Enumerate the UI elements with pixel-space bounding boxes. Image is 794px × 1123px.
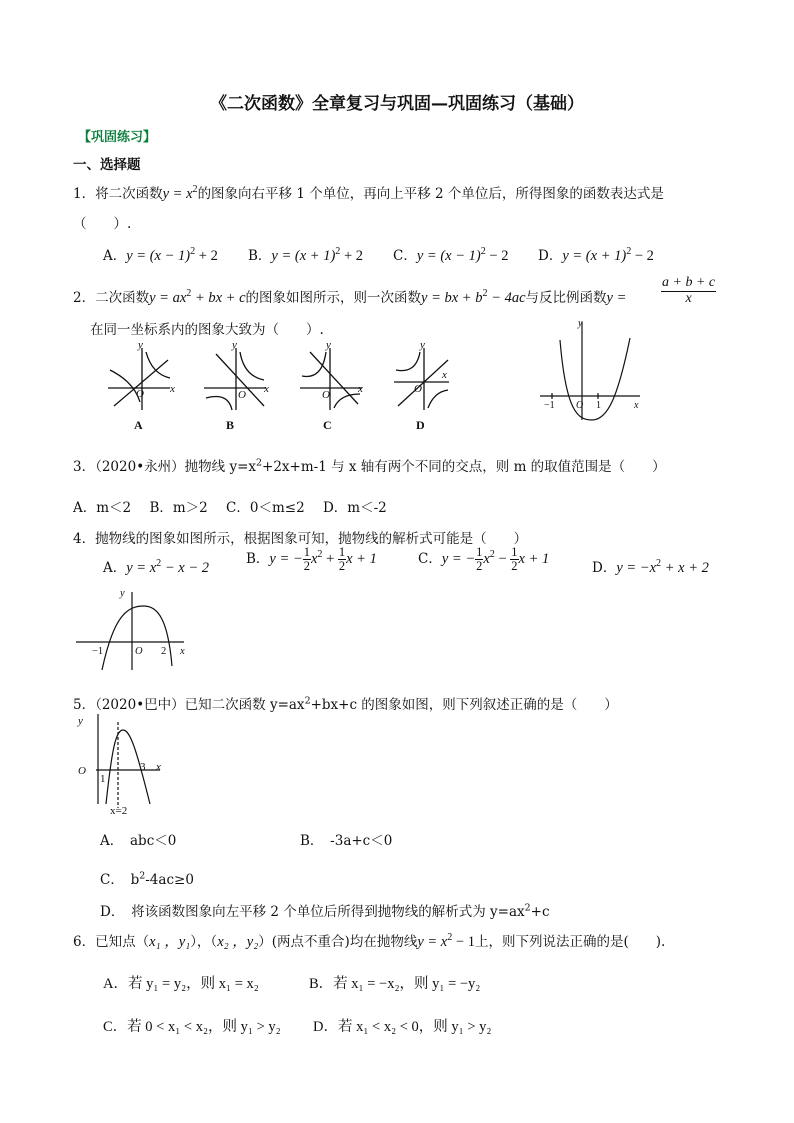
q2-parabola-figure (536, 316, 646, 424)
svg-text:O: O (238, 389, 246, 401)
q4-option-d[interactable]: D．$y = -x^2 + x + 2$ (592, 558, 709, 576)
q6-option-a[interactable]: A．若 y₁ = y₂，则 x₁ = x₂ (103, 976, 259, 992)
svg-text:O: O (78, 765, 86, 777)
q1-option-c[interactable]: C．$y = (x - 1)^2 - 2$ (393, 246, 509, 264)
q5-parabola-figure (74, 708, 164, 816)
svg-text:x=2: x=2 (110, 805, 128, 816)
svg-text:x: x (170, 383, 175, 395)
q6-option-b[interactable]: B．若 x₁ = −x₂，则 y₁ = −y₂ (309, 976, 481, 992)
svg-text:x: x (634, 400, 639, 411)
svg-text:−1: −1 (544, 400, 555, 411)
q5-stem: 5．（2020•巴中）已知二次函数 $y=ax^2+bx+c$ 的图象如图，则下列叙述正确的是（ ） (73, 695, 618, 713)
svg-text:x: x (264, 383, 269, 395)
q1-option-a[interactable]: A．$y = (x - 1)^2 + 2$ (103, 246, 218, 264)
graph-label-a: A (134, 418, 143, 432)
q2-stem: 2．二次函数$y = ax^2$ + bx + c的图象如图所示，则一次函数y = bx + $b^2 - 4ac$与反比例函数y = (73, 288, 627, 306)
q1-stem: 1．将二次函数$y = x^2$的图象向右平移 1 个单位，再向上平移 2 个单位后，所得图象的函数表达式是 (73, 184, 664, 202)
q2-option-graphs (104, 340, 449, 435)
svg-text:−1: −1 (92, 646, 104, 657)
svg-text:3: 3 (140, 761, 146, 773)
q4-option-a[interactable]: A．$y = x^2 - x - 2$ (103, 558, 209, 576)
svg-text:O: O (135, 646, 143, 657)
svg-text:x: x (156, 761, 161, 773)
q4-option-c[interactable]: C．y = − $\frac{1}{2}$ $x^2$ − $\frac{1}{2}$ x + 1 (418, 545, 550, 574)
q6-option-c[interactable]: C．若 0 < x₁ < x₂，则 y₁ > y₂ (103, 1019, 281, 1035)
graph-label-b: B (226, 418, 235, 432)
svg-text:1: 1 (596, 400, 601, 411)
graph-label-c: C (323, 418, 332, 432)
q6-option-d[interactable]: D．若 x₁ < x₂ < 0，则 y₁ > y₂ (313, 1019, 492, 1035)
svg-text:x: x (442, 369, 447, 381)
q3-stem: 3．（2020•永州）抛物线 $y=x^2+2x+m-1$ 与 x 轴有两个不同的交点，则 m 的取值范围是（ ） (73, 457, 666, 475)
svg-text:1: 1 (100, 773, 106, 785)
q5-option-a[interactable]: A． abc＜0 (100, 833, 177, 849)
q2-inverse-fraction: $\frac{a + b + c}{x}$ (662, 275, 716, 306)
svg-text:y: y (578, 318, 583, 329)
svg-text:2: 2 (161, 646, 167, 657)
q5-option-b[interactable]: B． -3a+c＜0 (300, 833, 393, 849)
q5-option-d[interactable]: D． 将该函数图象向左平移 2 个单位后所得到抛物线的解析式为 $y=ax^2+c$ (100, 902, 550, 920)
part-heading: 一、选择题 (73, 157, 141, 173)
q4-stem: 4．抛物线的图象如图所示，根据图象可知，抛物线的解析式可能是（ ） (73, 531, 528, 547)
svg-text:y: y (420, 340, 425, 351)
q4-option-b[interactable]: B．y = − $\frac{1}{2}$ $x^2$ + $\frac{1}{2}$ x + 1 (246, 545, 377, 574)
q6-stem: 6．已知点（x₁ ，y₁），（x₂ ，y₂）(两点不重合)均在抛物线$y = x^2 - 1$上，则下列说法正确的是( ). (73, 932, 666, 950)
page-title: 《二次函数》全章复习与巩固—巩固练习（基础） (210, 94, 584, 114)
svg-text:x: x (358, 383, 363, 395)
q4-parabola-figure (72, 584, 192, 672)
svg-text:O: O (414, 383, 422, 395)
q3-option-c[interactable]: C．0＜m≤2 (226, 500, 305, 516)
q3-options (73, 496, 387, 516)
q3-option-a[interactable]: A．m＜2 (73, 500, 132, 516)
q1-paren: （ ）. (73, 216, 132, 232)
q3-option-b[interactable]: B．m＞2 (149, 500, 208, 516)
q1-option-b[interactable]: B．$y = (x + 1)^2 + 2$ (248, 246, 364, 264)
svg-text:O: O (576, 400, 584, 411)
svg-text:y: y (232, 340, 237, 351)
graph-label-d: D (416, 418, 425, 432)
svg-text:O: O (136, 388, 144, 400)
svg-text:x: x (180, 646, 185, 657)
svg-text:O: O (322, 389, 330, 401)
q3-option-d[interactable]: D．m＜-2 (322, 500, 387, 516)
svg-text:y: y (120, 588, 125, 599)
svg-text:y: y (326, 340, 331, 351)
q2-line2: 在同一坐标系内的图象大致为（ ）. (90, 322, 324, 338)
svg-text:y: y (78, 715, 83, 727)
svg-text:y: y (138, 340, 143, 351)
q1-option-d[interactable]: D．$y = (x + 1)^2 - 2$ (538, 246, 654, 264)
section-tag: 【巩固练习】 (78, 130, 157, 145)
q5-option-c[interactable]: C． $b^2-4ac\ge 0$ (100, 870, 194, 888)
